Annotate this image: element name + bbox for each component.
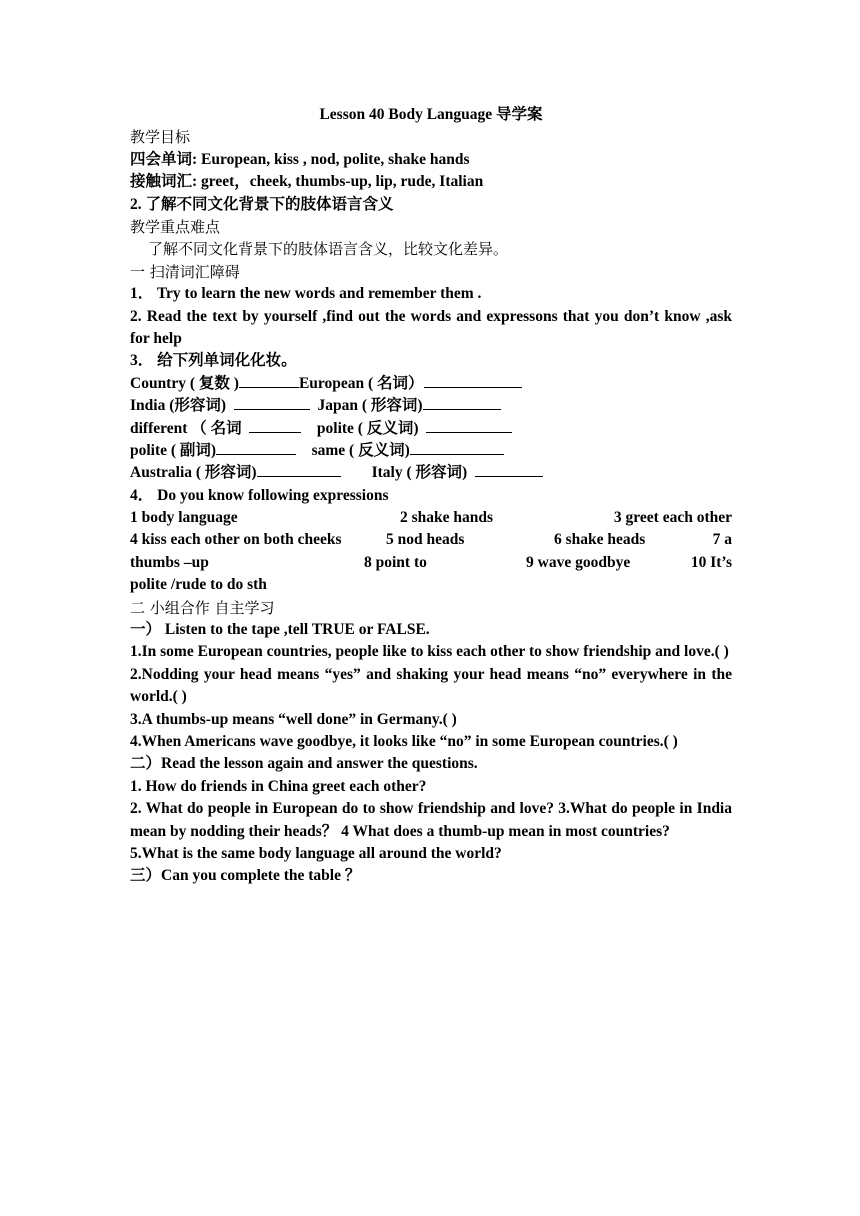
word-polite-adverb: polite ( 副词): [130, 441, 217, 459]
answer-blank[interactable]: [426, 418, 512, 433]
key-text: 了解不同文化背景下的肢体语言含义，比较文化差异。: [148, 240, 509, 259]
goal-body-language: 2. 了解不同文化背景下的肢体语言含义: [130, 195, 394, 213]
section-one-question-3: 3． 给下列单词化化妆。: [130, 352, 297, 370]
word-row-4: [130, 440, 732, 462]
word-row-2: [130, 395, 732, 417]
word-different: different （ 名词: [130, 419, 242, 437]
section-one-question-2: 2. Read the text by yourself ,find out the words and expressons that you don’t know ,ask for help: [130, 307, 732, 347]
word-japan: Japan ( 形容词): [317, 397, 423, 415]
goal-contact-words: 接触词汇: greet，cheek, thumbs-up, lip, rude, Italian: [130, 173, 484, 191]
answer-blank[interactable]: [423, 395, 501, 410]
section-two-heading: 二 小组合作 自主学习: [130, 598, 275, 617]
lesson-title: Lesson 40 Body Language 导学案: [319, 106, 543, 123]
answer-blank[interactable]: [216, 440, 296, 455]
key-heading: 教学重点难点: [130, 217, 221, 236]
expression-10-cont: polite /rude to do sth: [130, 576, 267, 594]
word-same: same ( 反义词): [311, 441, 410, 459]
question-5: 5.What is the same body language all around the world?: [130, 845, 502, 863]
document-page: [130, 104, 732, 888]
true-false-4: 4.When Americans wave goodbye, it looks like “no” in some European countries.( ): [130, 733, 678, 751]
part-two-heading: 二）Read the lesson again and answer the questions.: [130, 755, 478, 773]
expression-4: 4 kiss each other on both cheeks: [130, 531, 342, 549]
word-country: Country ( 复数 ): [130, 374, 239, 392]
section-one-question-4: 4． Do you know following expressions: [130, 486, 389, 504]
expression-8: 8 point to: [364, 553, 427, 571]
expression-6: 6 shake heads: [554, 531, 646, 549]
section-one-question-1: 1． Try to learn the new words and remember them .: [130, 285, 482, 303]
true-false-1: 1.In some European countries, people like to kiss each other to show friendship and love.( ): [130, 643, 729, 661]
part-one-heading: 一） Listen to the tape ,tell TRUE or FALSE.: [130, 621, 430, 639]
true-false-3: 3.A thumbs-up means “well done” in Germany.( ): [130, 710, 457, 728]
answer-blank[interactable]: [257, 462, 341, 477]
questions-2-4: 2. What do people in European do to show friendship and love? 3.What do people in India mean by nodding their heads？ 4 What does a thumb-up mean in most countries?: [130, 800, 732, 840]
word-india: India (形容词): [130, 397, 227, 415]
expression-10: 10 It’s: [690, 553, 732, 571]
expression-7-cont: thumbs –up: [130, 553, 209, 571]
answer-blank[interactable]: [239, 373, 299, 388]
answer-blank[interactable]: [475, 462, 543, 477]
word-row-1: [130, 373, 732, 395]
expression-3: 3 greet each other: [613, 509, 732, 527]
expression-1: 1 body language: [130, 509, 238, 527]
true-false-2: 2.Nodding your head means “yes” and shaking your head means “no” everywhere in the world.( ): [130, 665, 732, 706]
expressions-row-2: [130, 529, 732, 551]
goal-vocabulary: 四会单词: European, kiss , nod, polite, shake hands: [130, 150, 470, 168]
answer-blank[interactable]: [234, 395, 310, 410]
expression-7: 7 a: [712, 531, 732, 549]
expression-5: 5 nod heads: [386, 531, 465, 549]
goals-heading: 教学目标: [130, 128, 191, 147]
answer-blank[interactable]: [249, 418, 301, 433]
expression-9: 9 wave goodbye: [526, 553, 631, 571]
answer-blank[interactable]: [410, 440, 504, 455]
section-one-heading: 一 扫清词汇障碍: [130, 262, 240, 281]
expressions-row-1: [130, 507, 732, 529]
word-european: European ( 名词）: [298, 374, 424, 392]
word-row-5: [130, 462, 732, 484]
word-row-3: [130, 418, 732, 440]
word-italy: Italy ( 形容词): [371, 464, 468, 482]
question-1: 1. How do friends in China greet each other?: [130, 777, 427, 795]
word-australia: Australia ( 形容词): [130, 464, 257, 482]
word-polite-antonym: polite ( 反义词): [316, 419, 419, 437]
part-three-heading: 三）Can you complete the table ？: [130, 867, 361, 885]
answer-blank[interactable]: [424, 373, 522, 388]
expressions-row-3: [130, 552, 732, 574]
expression-2: 2 shake hands: [400, 509, 494, 527]
